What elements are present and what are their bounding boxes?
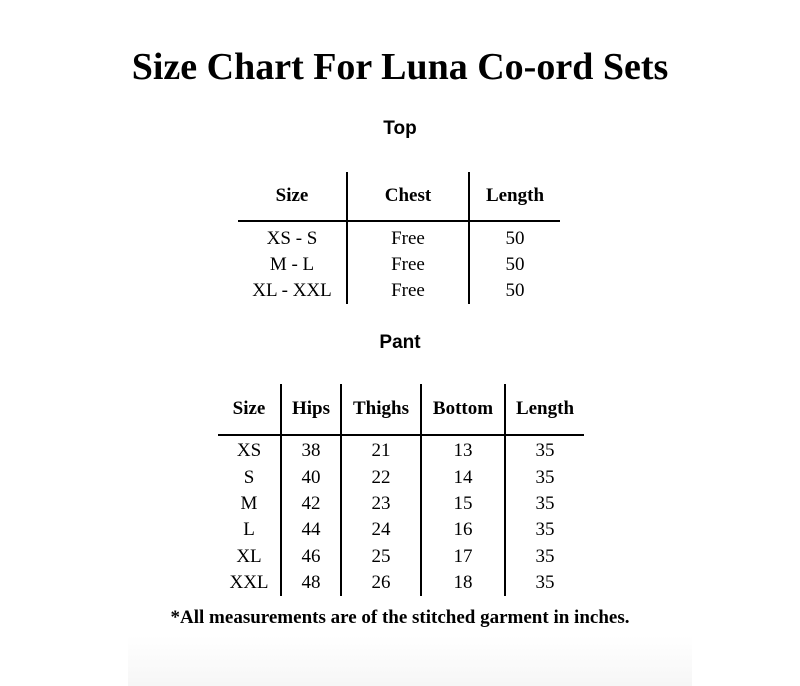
table-row (218, 435, 584, 464)
table-cell: 16 (421, 517, 505, 543)
table-header-row (218, 384, 584, 435)
table-cell: 42 (281, 491, 341, 517)
table-cell: XS (236, 440, 262, 462)
table-cell: 22 (341, 464, 421, 490)
table-row (238, 221, 560, 252)
table-row (218, 570, 584, 596)
top-size-table (238, 172, 560, 304)
table-cell: XL - XXL (252, 280, 332, 301)
table-cell: 46 (281, 544, 341, 570)
bottom-fade-panel (128, 636, 692, 686)
table-cell: 35 (505, 517, 584, 543)
pant-size-table (218, 384, 584, 596)
table-cell: M (240, 492, 258, 514)
table-cell: 48 (281, 570, 341, 596)
table-cell: 25 (341, 544, 421, 570)
table-cell: 35 (505, 544, 584, 570)
table-cell: 35 (505, 464, 584, 490)
table-cell: 13 (421, 435, 505, 464)
table-cell: 50 (469, 278, 560, 304)
table-row (238, 252, 560, 278)
table-cell: 24 (341, 517, 421, 543)
table-cell: 18 (421, 570, 505, 596)
table-cell: 15 (421, 491, 505, 517)
pant-section-heading: Pant (379, 332, 421, 353)
table-cell: 35 (505, 491, 584, 517)
column-header: Hips (281, 384, 341, 435)
table-cell: XS - S (266, 228, 318, 249)
table-cell: 35 (505, 570, 584, 596)
page-title: Size Chart For Luna Co-ord Sets (131, 46, 669, 88)
column-header: Bottom (421, 384, 505, 435)
table-row (218, 517, 584, 543)
table-row (218, 491, 584, 517)
table-row (218, 544, 584, 570)
table-cell: S (243, 466, 255, 488)
table-cell: XL (236, 545, 262, 567)
column-header: Chest (347, 172, 469, 221)
column-header: Length (469, 172, 560, 221)
table-row (218, 464, 584, 490)
table-cell: L (243, 519, 255, 541)
table-row (238, 278, 560, 304)
table-cell: 44 (281, 517, 341, 543)
table-cell: XXL (229, 572, 269, 594)
column-header: Size (218, 384, 281, 435)
table-cell: Free (347, 221, 469, 252)
table-cell: Free (347, 252, 469, 278)
table-cell: 21 (341, 435, 421, 464)
column-header: Size (238, 172, 347, 221)
table-cell: 50 (469, 221, 560, 252)
column-header: Thighs (341, 384, 421, 435)
table-cell: M - L (269, 254, 315, 275)
table-cell: 17 (421, 544, 505, 570)
table-cell: 38 (281, 435, 341, 464)
column-header: Length (505, 384, 584, 435)
table-cell: 40 (281, 464, 341, 490)
table-cell: 26 (341, 570, 421, 596)
table-header-row (238, 172, 560, 221)
measurement-note: *All measurements are of the stitched garment in inches. (170, 607, 630, 628)
table-cell: 23 (341, 491, 421, 517)
table-cell: Free (347, 278, 469, 304)
table-cell: 35 (505, 435, 584, 464)
table-cell: 50 (469, 252, 560, 278)
table-cell: 14 (421, 464, 505, 490)
top-section-heading: Top (383, 118, 417, 139)
